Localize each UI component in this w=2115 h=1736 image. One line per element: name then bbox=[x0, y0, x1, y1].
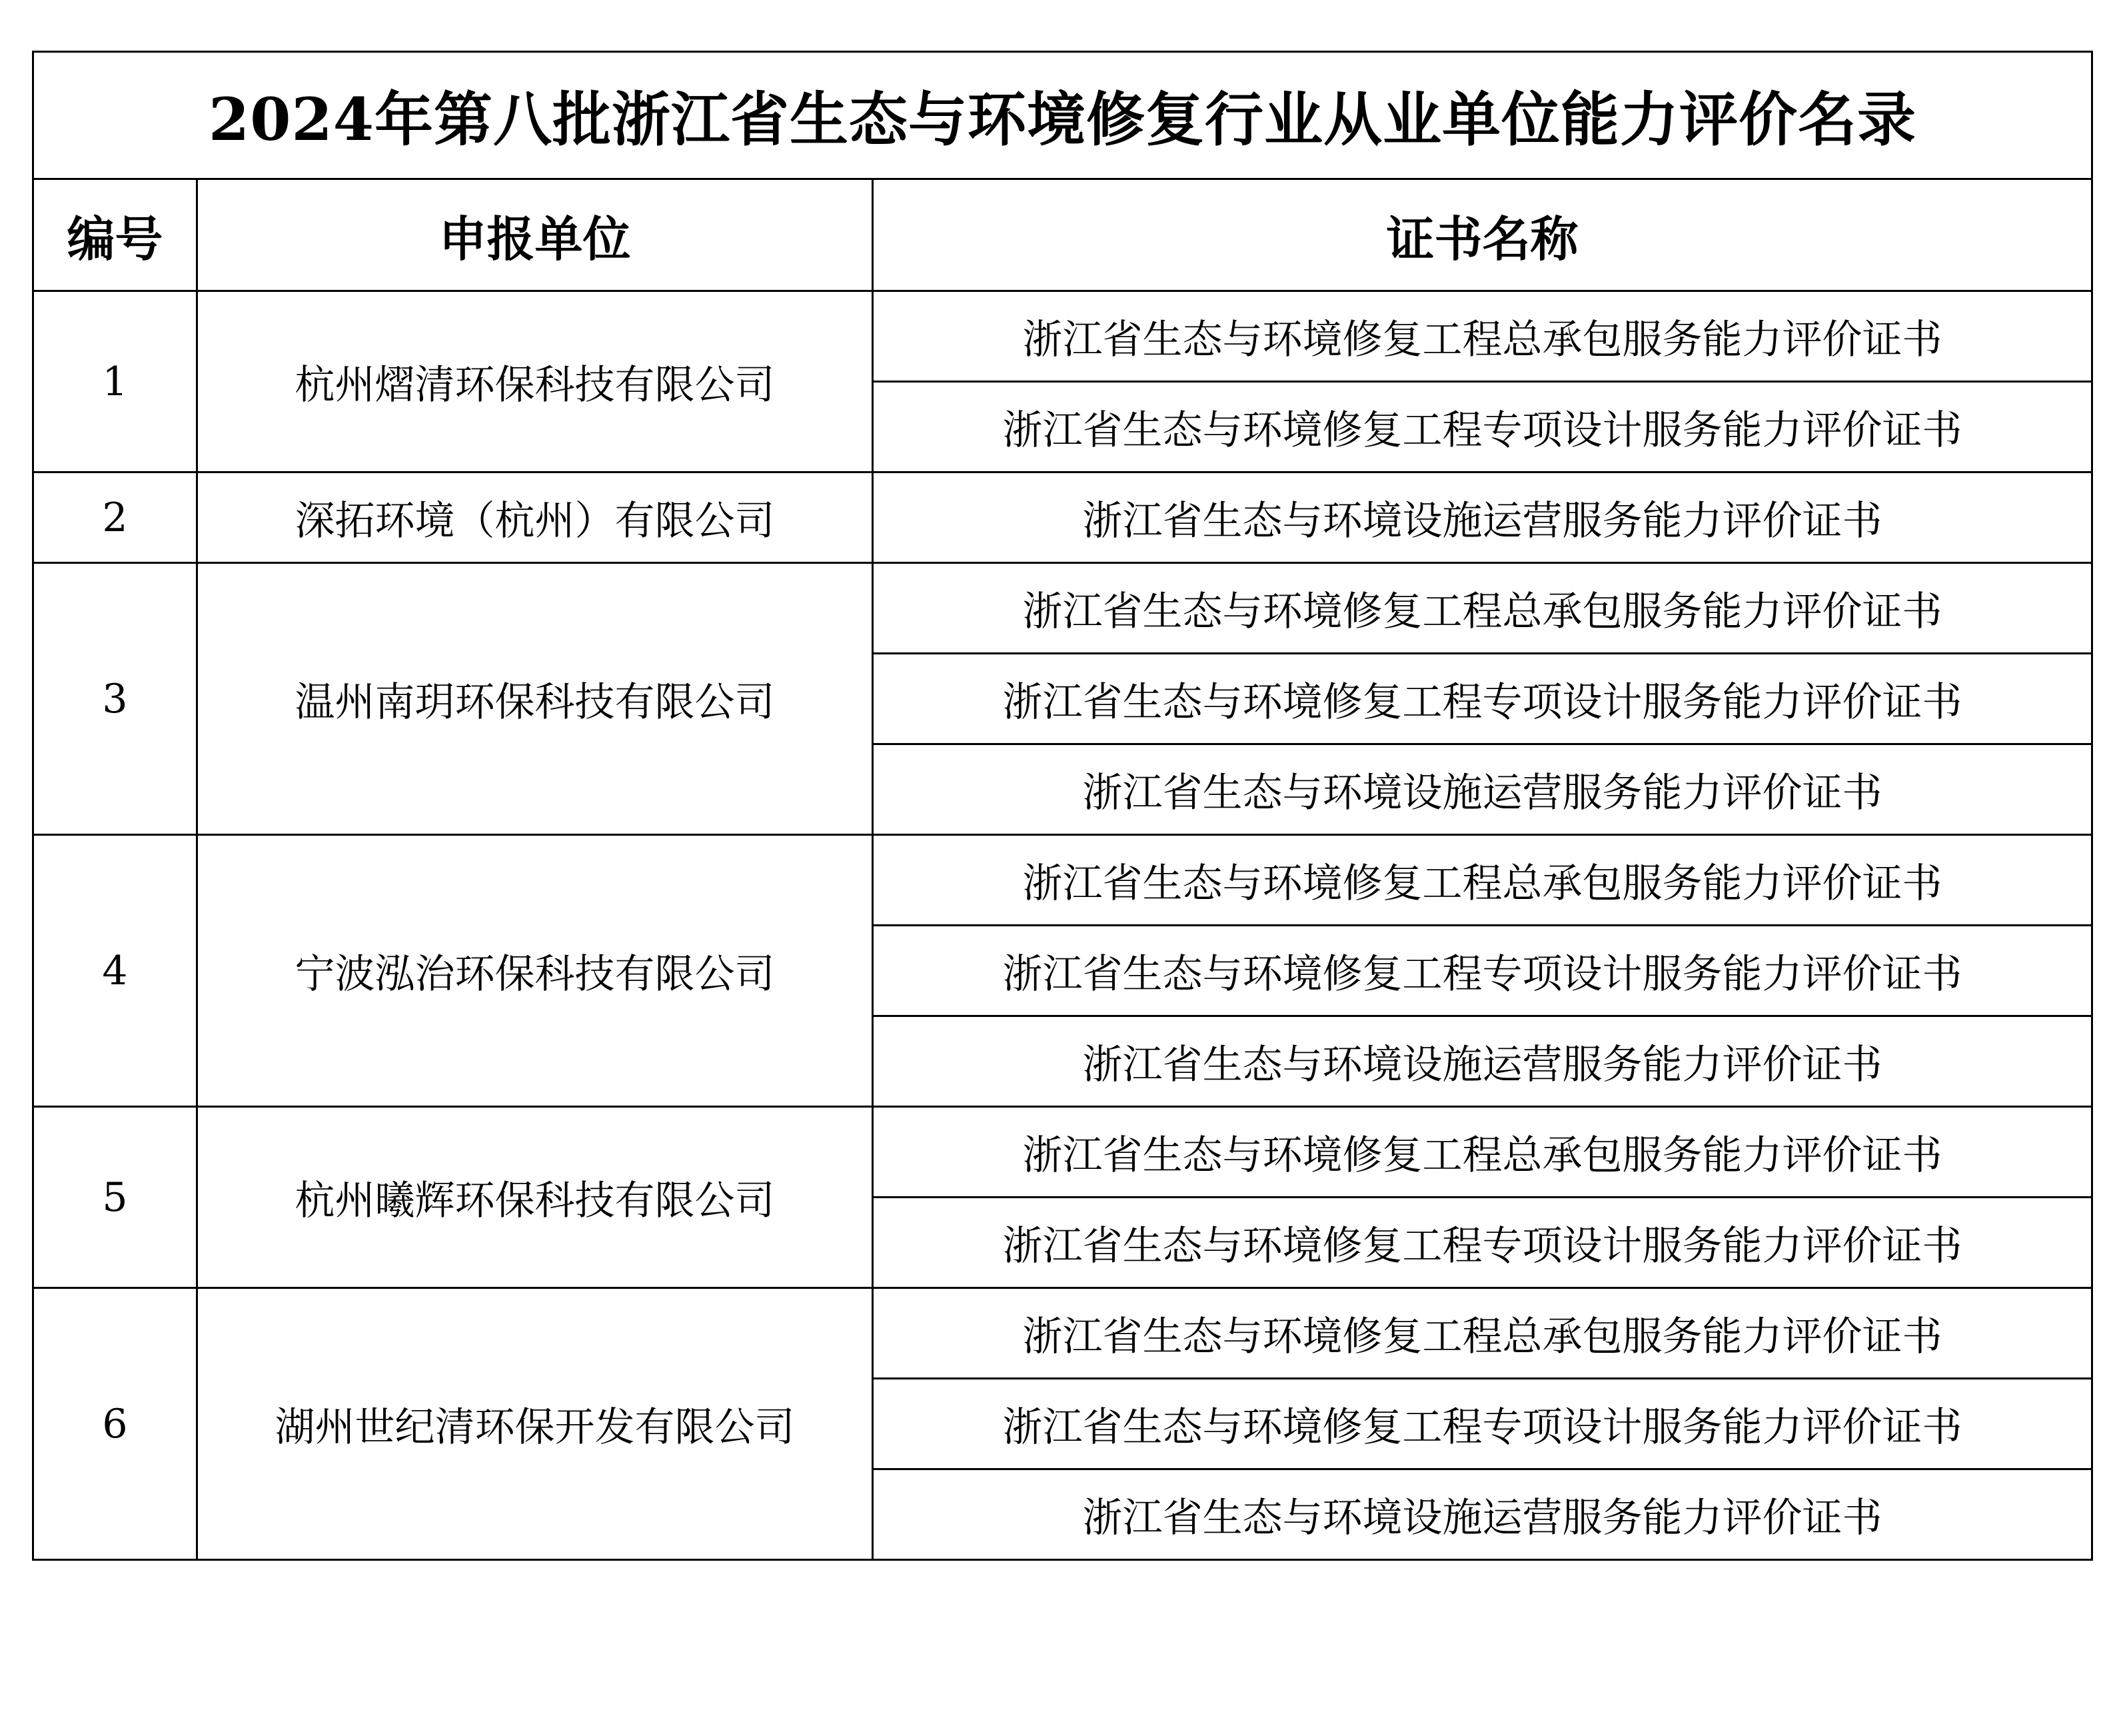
row-number: 3 bbox=[33, 563, 197, 835]
table-row bbox=[33, 835, 2092, 926]
header-number: 编号 bbox=[33, 179, 197, 291]
certificate-name: 浙江省生态与环境设施运营服务能力评价证书 bbox=[873, 1016, 2092, 1107]
header-row bbox=[33, 179, 2092, 291]
row-number: 6 bbox=[33, 1288, 197, 1560]
row-number: 2 bbox=[33, 472, 197, 563]
header-certificate: 证书名称 bbox=[873, 179, 2092, 291]
row-number: 4 bbox=[33, 835, 197, 1107]
certificate-name: 浙江省生态与环境修复工程总承包服务能力评价证书 bbox=[873, 563, 2092, 654]
certificate-name: 浙江省生态与环境修复工程专项设计服务能力评价证书 bbox=[873, 1198, 2092, 1288]
applicant-unit: 杭州熠清环保科技有限公司 bbox=[197, 291, 873, 472]
certificate-name: 浙江省生态与环境修复工程总承包服务能力评价证书 bbox=[873, 291, 2092, 382]
applicant-unit: 深拓环境（杭州）有限公司 bbox=[197, 472, 873, 563]
certificate-name: 浙江省生态与环境修复工程专项设计服务能力评价证书 bbox=[873, 1379, 2092, 1469]
table-row bbox=[33, 1288, 2092, 1379]
certificate-name: 浙江省生态与环境修复工程专项设计服务能力评价证书 bbox=[873, 654, 2092, 744]
table-row bbox=[33, 563, 2092, 654]
document-page bbox=[32, 51, 2091, 1561]
header-unit: 申报单位 bbox=[197, 179, 873, 291]
document-title: 2024年第八批浙江省生态与环境修复行业从业单位能力评价名录 bbox=[33, 52, 2092, 179]
applicant-unit: 湖州世纪清环保开发有限公司 bbox=[197, 1288, 873, 1560]
row-number: 1 bbox=[33, 291, 197, 472]
certificate-name: 浙江省生态与环境修复工程总承包服务能力评价证书 bbox=[873, 835, 2092, 926]
certificate-name: 浙江省生态与环境修复工程专项设计服务能力评价证书 bbox=[873, 382, 2092, 472]
certificate-name: 浙江省生态与环境设施运营服务能力评价证书 bbox=[873, 744, 2092, 835]
certificate-name: 浙江省生态与环境修复工程总承包服务能力评价证书 bbox=[873, 1288, 2092, 1379]
table-row bbox=[33, 472, 2092, 563]
roster-body bbox=[33, 291, 2092, 1560]
title-row bbox=[33, 52, 2092, 179]
table-row bbox=[33, 291, 2092, 382]
applicant-unit: 宁波泓治环保科技有限公司 bbox=[197, 835, 873, 1107]
certificate-name: 浙江省生态与环境设施运营服务能力评价证书 bbox=[873, 472, 2092, 563]
applicant-unit: 温州南玥环保科技有限公司 bbox=[197, 563, 873, 835]
roster-table bbox=[32, 51, 2093, 1561]
certificate-name: 浙江省生态与环境修复工程专项设计服务能力评价证书 bbox=[873, 926, 2092, 1016]
applicant-unit: 杭州曦辉环保科技有限公司 bbox=[197, 1107, 873, 1288]
certificate-name: 浙江省生态与环境设施运营服务能力评价证书 bbox=[873, 1469, 2092, 1560]
table-row bbox=[33, 1107, 2092, 1198]
certificate-name: 浙江省生态与环境修复工程总承包服务能力评价证书 bbox=[873, 1107, 2092, 1198]
row-number: 5 bbox=[33, 1107, 197, 1288]
